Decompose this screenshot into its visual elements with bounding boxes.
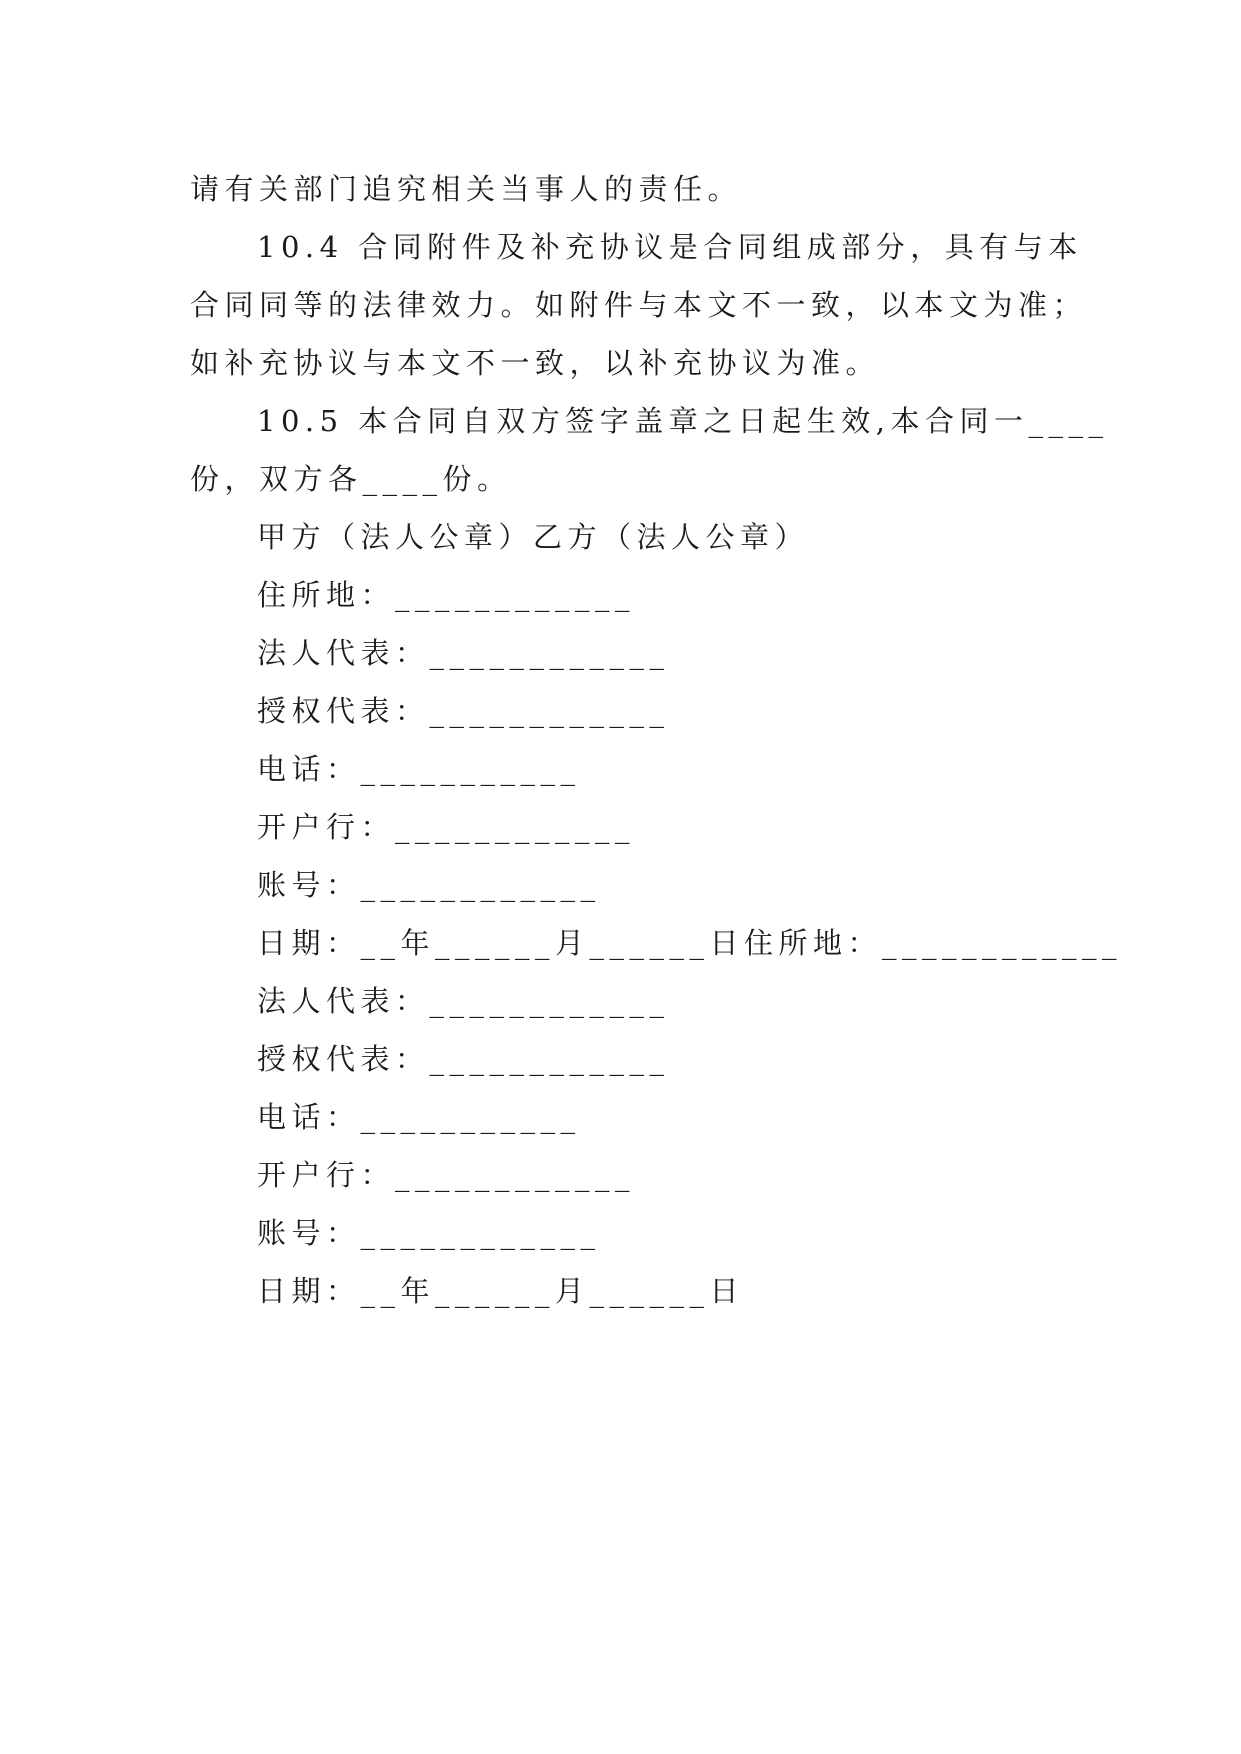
party-b-authorized-rep-field: 授权代表：____________ (257, 1042, 670, 1076)
party-b-bank-field: 开户行：____________ (257, 1158, 636, 1192)
party-b-account-field: 账号：____________ (257, 1216, 601, 1250)
party-a-phone-field: 电话：___________ (257, 752, 581, 786)
clause-10-4-line-3: 如补充协议与本文不一致，以补充协议为准。 (190, 346, 881, 380)
clause-10-5-line-1: 10.5 本合同自双方签字盖章之日起生效,本合同一____ (257, 404, 1109, 438)
clause-10-5-line-2: 份，双方各____份。 (190, 462, 512, 496)
party-a-bank-field: 开户行：____________ (257, 810, 636, 844)
paragraph-line: 请有关部门追究相关当事人的责任。 (190, 172, 743, 206)
party-b-date-field: 日期：__年______月______日 (257, 1274, 745, 1308)
party-b-legal-rep-field: 法人代表：____________ (257, 984, 670, 1018)
party-a-legal-rep-field: 法人代表：____________ (257, 636, 670, 670)
party-a-authorized-rep-field: 授权代表：____________ (257, 694, 670, 728)
party-a-account-field: 账号：____________ (257, 868, 601, 902)
clause-10-4-line-1: 10.4 合同附件及补充协议是合同组成部分，具有与本 (257, 230, 1083, 264)
party-a-address-field: 住所地：____________ (257, 578, 636, 612)
party-a-date-party-b-address-field: 日期：__年______月______日住所地：____________ (257, 926, 1123, 960)
party-seal-heading: 甲方（法人公章）乙方（法人公章） (257, 520, 810, 554)
document-body (190, 160, 1123, 1320)
party-b-phone-field: 电话：___________ (257, 1100, 581, 1134)
clause-10-4-line-2: 合同同等的法律效力。如附件与本文不一致，以本文为准； (190, 288, 1088, 322)
